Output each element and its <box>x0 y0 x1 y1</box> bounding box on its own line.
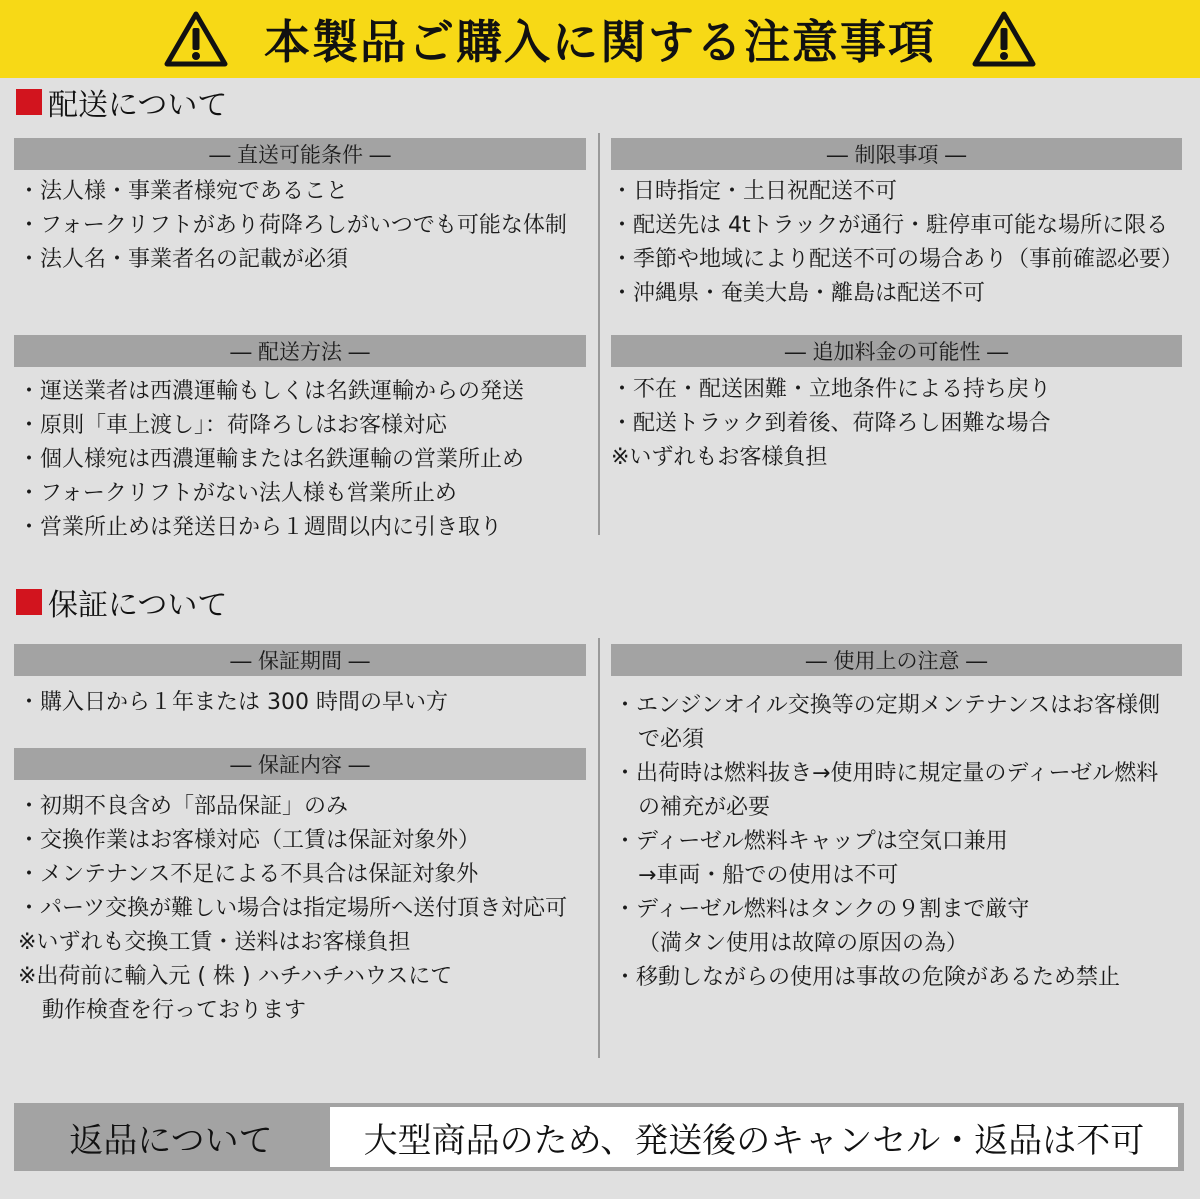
list-item: ・運送業者は西濃運輸もしくは名鉄運輸からの発送 <box>18 379 525 404</box>
list-item: ・パーツ交換が難しい場合は指定場所へ送付頂き対応可 <box>18 896 568 921</box>
conditions-subhead: ― 直送可能条件 ― <box>14 138 586 170</box>
list-item: ・フォークリフトがない法人様も営業所止め <box>18 481 457 506</box>
list-item: ・季節や地域により配送不可の場合あり（事前確認必要） <box>611 247 1184 272</box>
method-subhead: ― 配送方法 ― <box>14 335 586 367</box>
header-banner <box>0 0 1200 78</box>
method-list <box>18 375 524 545</box>
warranty-content-list <box>18 790 567 1028</box>
warranty-content-subhead: ― 保証内容 ― <box>14 748 586 780</box>
list-item: ・ディーゼル燃料キャップは空気口兼用 <box>614 829 1008 854</box>
list-item: ・ディーゼル燃料はタンクの９割まで厳守 <box>614 897 1030 922</box>
list-item: ・法人名・事業者名の記載が必須 <box>18 247 349 272</box>
restrictions-list <box>611 175 1183 311</box>
list-item: ・配送トラック到着後、荷降ろし困難な場合 <box>611 411 1051 436</box>
page-title: 本製品ご購入に関する注意事項 <box>264 15 936 69</box>
list-item: ・原則「車上渡し」：荷降ろしはお客様対応 <box>18 413 448 438</box>
list-item: ※いずれも交換工賃・送料はお客様負担 <box>18 930 411 955</box>
returns-label: 返品について <box>69 1120 273 1161</box>
list-item: ・フォークリフトがあり荷降ろしがいつでも可能な体制 <box>18 213 567 238</box>
list-item: ・初期不良含め「部品保証」のみ <box>18 794 349 819</box>
list-item: ・法人様・事業者様宛であること <box>18 179 349 204</box>
section-marker <box>16 89 42 115</box>
list-item: →車両・船での使用は不可 <box>638 863 899 888</box>
list-item: ・沖縄県・奄美大島・離島は配送不可 <box>611 281 986 306</box>
list-item: ・購入日から１年または 300 時間の早い方 <box>18 690 448 715</box>
list-item: で必須 <box>638 727 705 752</box>
list-item: ・営業所止めは発送日から１週間以内に引き取り <box>18 515 503 540</box>
warranty-section-heading <box>16 585 228 623</box>
column-divider <box>598 133 600 535</box>
list-item: （満タン使用は故障の原因の為） <box>638 931 969 956</box>
list-item: ※いずれもお客様負担 <box>611 445 828 470</box>
list-item: ・移動しながらの使用は事故の危険があるため禁止 <box>614 965 1121 990</box>
list-item: 動作検査を行っております <box>42 998 307 1023</box>
conditions-list <box>18 175 567 277</box>
list-item: ・不在・配送困難・立地条件による持ち戻り <box>611 377 1052 402</box>
list-item: ・日時指定・土日祝配送不可 <box>611 179 898 204</box>
list-item: の補充が必要 <box>638 795 771 820</box>
section-heading-label: 保証について <box>48 588 228 623</box>
warning-triangle-icon <box>164 10 228 68</box>
section-heading-label: 配送について <box>48 88 228 123</box>
returns-text: 大型商品のため、発送後のキャンセル・返品は不可 <box>330 1107 1178 1167</box>
usage-list <box>614 689 1160 995</box>
list-item: ・出荷時は燃料抜き→使用時に規定量のディーゼル燃料 <box>614 761 1159 786</box>
extra-fees-list <box>611 373 1051 475</box>
list-item: ・配送先は 4tトラックが通行・駐停車可能な場所に限る <box>611 213 1169 238</box>
column-divider <box>598 638 600 1058</box>
warranty-period-subhead: ― 保証期間 ― <box>14 644 586 676</box>
warning-triangle-icon <box>972 10 1036 68</box>
list-item: ※出荷前に輸入元 ( 株 ) ハチハチハウスにて <box>18 964 453 989</box>
list-item: ・エンジンオイル交換等の定期メンテナンスはお客様側 <box>614 693 1161 718</box>
warranty-period-list <box>18 686 448 720</box>
usage-subhead: ― 使用上の注意 ― <box>611 644 1182 676</box>
restrictions-subhead: ― 制限事項 ― <box>611 138 1182 170</box>
section-marker <box>16 589 42 615</box>
delivery-section-heading <box>16 85 228 123</box>
list-item: ・メンテナンス不足による不具合は保証対象外 <box>18 862 479 887</box>
list-item: ・個人様宛は西濃運輸または名鉄運輸の営業所止め <box>18 447 525 472</box>
list-item: ・交換作業はお客様対応（工賃は保証対象外） <box>18 828 481 853</box>
extra-fees-subhead: ― 追加料金の可能性 ― <box>611 335 1182 367</box>
